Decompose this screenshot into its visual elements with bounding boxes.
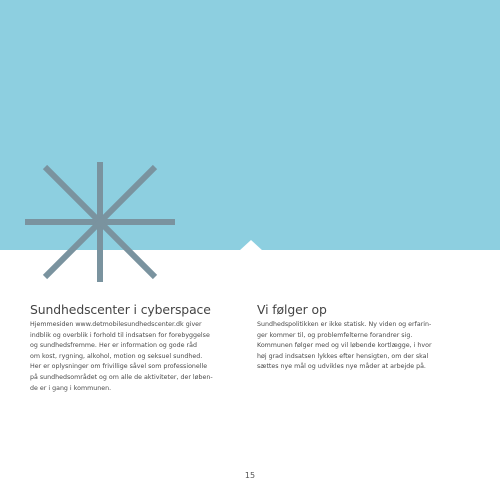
right-column-body: Sundhedspolitikken er ikke statisk. Ny viden og erfarin- ger kommer til, og problemfelterne forandrer sig. Kommunen følger med og vil løbende kortlægge, i hvor høj grad indsatsen lykkes efter hensigten, om der skal sættes nye mål og udvikles nye måder at arbejde på. [257, 321, 432, 371]
right-column [257, 302, 472, 373]
left-column-body: Hjemmesiden www.detmobilesundhedscenter.dk giver indblik og overblik i forhold til indsatsen for forebyggelse og sundhedsfremme. Her er information og gode råd om kost, rygning, alkohol, motion og seksuel sundhed. Her er oplysninger om frivillige såvel som professionelle på sundhedsområdet og om alle de aktiviteter, der løben- de er i gang i kommunen. [30, 321, 213, 392]
left-column-heading: Sundhedscenter i cyberspace [30, 302, 211, 317]
right-column-heading: Vi følger op [257, 302, 327, 317]
left-column [30, 302, 248, 394]
page-number: 15 [244, 471, 256, 480]
